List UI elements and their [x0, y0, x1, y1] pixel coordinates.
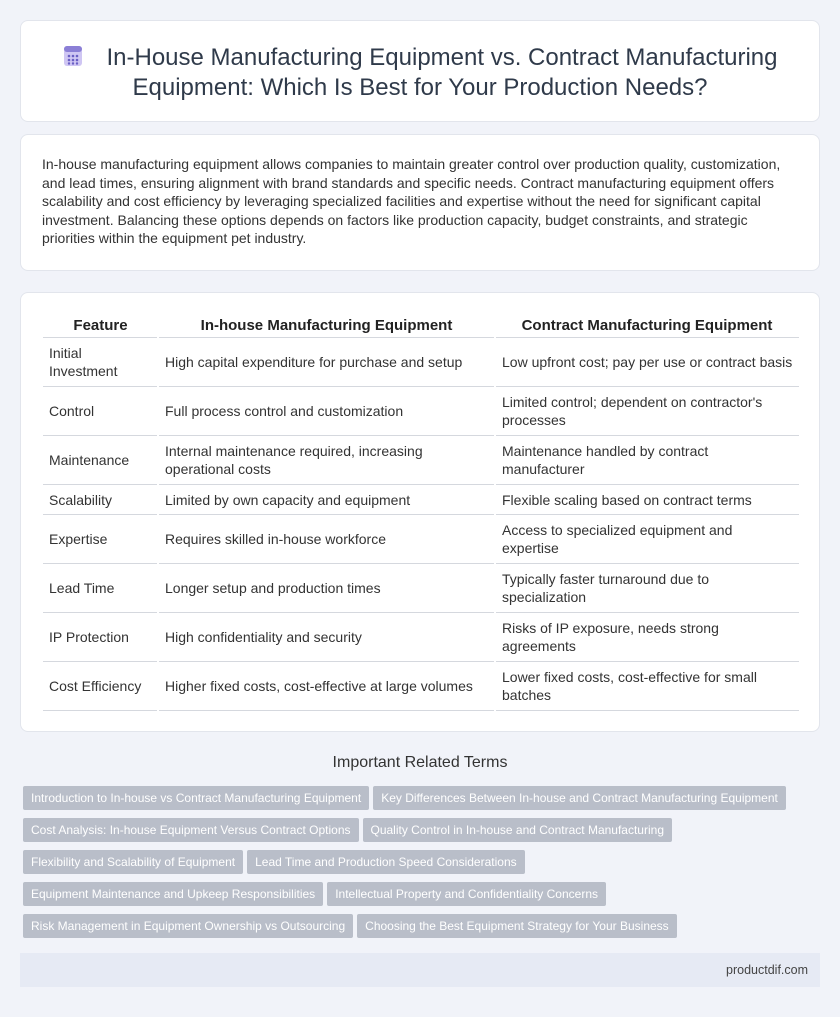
header-card: [20, 20, 820, 122]
related-term-tag[interactable]: Flexibility and Scalability of Equipment: [23, 850, 243, 874]
intro-card: [20, 134, 820, 271]
table-cell-feature: Maintenance: [43, 436, 158, 485]
table-cell-contract: Low upfront cost; pay per use or contract basis: [495, 338, 799, 387]
table-cell-in-house: Full process control and customization: [158, 387, 495, 436]
table-row: [43, 564, 799, 613]
table-row: [43, 515, 799, 564]
comparison-card: [20, 292, 820, 732]
table-cell-in-house: Internal maintenance required, increasing operational costs: [158, 436, 495, 485]
header-contract: Contract Manufacturing Equipment: [495, 315, 799, 338]
table-cell-contract: Typically faster turnaround due to specialization: [495, 564, 799, 613]
table-row: [43, 387, 799, 436]
page-title: In-House Manufacturing Equipment vs. Contract Manufacturing Equipment: Which Is Best for Your Production Needs?: [106, 44, 778, 101]
related-term-tag[interactable]: Risk Management in Equipment Ownership vs Outsourcing: [23, 914, 353, 938]
intro-text: In-house manufacturing equipment allows companies to maintain greater control over production quality, customization, and lead times, ensuring alignment with brand standards and specific needs. Contract manufacturing equipment offers scalability and cost efficiency by leveraging specialized facilities and expertise without the need for significant capital investment. Balancing these options depends on factors like production capacity, budget constraints, and strategic priorities within the equipment pet industry.: [42, 156, 781, 247]
table-cell-in-house: High capital expenditure for purchase and setup: [158, 338, 495, 387]
table-cell-contract: Limited control; dependent on contractor's processes: [495, 387, 799, 436]
table-row: [43, 485, 799, 515]
table-cell-feature: Lead Time: [43, 564, 158, 613]
related-term-tag[interactable]: Choosing the Best Equipment Strategy for Your Business: [357, 914, 677, 938]
table-cell-in-house: Limited by own capacity and equipment: [158, 485, 495, 515]
table-row: [43, 338, 799, 387]
page-title-wrap: [51, 43, 789, 103]
footer: [20, 953, 820, 987]
table-cell-in-house: Requires skilled in-house workforce: [158, 515, 495, 564]
table-cell-feature: Cost Efficiency: [43, 662, 158, 711]
related-term-tag[interactable]: Intellectual Property and Confidentiality Concerns: [327, 882, 606, 906]
related-term-tag[interactable]: Quality Control in In-house and Contract Manufacturing: [363, 818, 673, 842]
table-cell-contract: Flexible scaling based on contract terms: [495, 485, 799, 515]
table-cell-contract: Maintenance handled by contract manufacturer: [495, 436, 799, 485]
table-cell-contract: Lower fixed costs, cost-effective for small batches: [495, 662, 799, 711]
related-term-tag[interactable]: Introduction to In-house vs Contract Manufacturing Equipment: [23, 786, 369, 810]
table-cell-in-house: Higher fixed costs, cost-effective at large volumes: [158, 662, 495, 711]
table-header-row: [43, 315, 799, 338]
table-cell-feature: Initial Investment: [43, 338, 158, 387]
footer-site-link[interactable]: productdif.com: [726, 963, 808, 977]
table-cell-contract: Risks of IP exposure, needs strong agreements: [495, 613, 799, 662]
header-in-house: In-house Manufacturing Equipment: [158, 315, 495, 338]
table-cell-in-house: Longer setup and production times: [158, 564, 495, 613]
table-cell-feature: Expertise: [43, 515, 158, 564]
table-row: [43, 613, 799, 662]
table-cell-feature: IP Protection: [43, 613, 158, 662]
table-cell-in-house: High confidentiality and security: [158, 613, 495, 662]
related-term-tag[interactable]: Key Differences Between In-house and Contract Manufacturing Equipment: [373, 786, 786, 810]
related-terms-list: [23, 786, 823, 946]
table-cell-contract: Access to specialized equipment and expertise: [495, 515, 799, 564]
table-cell-feature: Control: [43, 387, 158, 436]
related-terms-title: Important Related Terms: [332, 754, 508, 771]
related-term-tag[interactable]: Cost Analysis: In-house Equipment Versus Contract Options: [23, 818, 359, 842]
header-feature: Feature: [43, 315, 158, 338]
table-row: [43, 662, 799, 711]
calculator-icon: [62, 45, 84, 67]
table-row: [43, 436, 799, 485]
table-cell-feature: Scalability: [43, 485, 158, 515]
related-term-tag[interactable]: Lead Time and Production Speed Considerations: [247, 850, 525, 874]
related-term-tag[interactable]: Equipment Maintenance and Upkeep Responsibilities: [23, 882, 323, 906]
comparison-table: [43, 315, 799, 711]
